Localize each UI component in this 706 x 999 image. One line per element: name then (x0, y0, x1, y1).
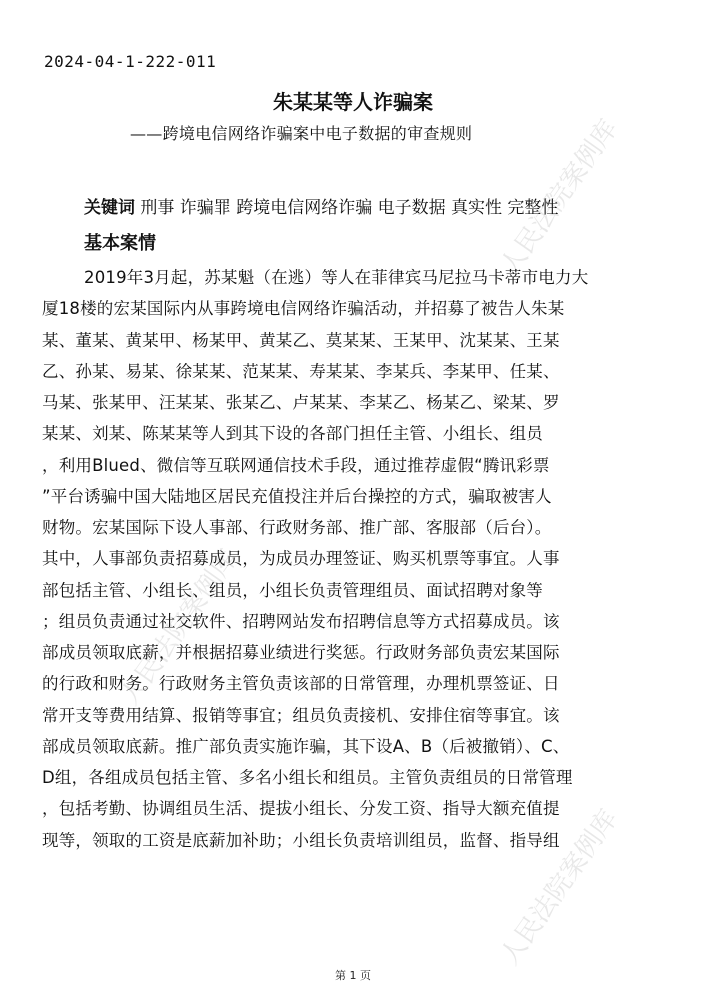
body-line: 乙、孙某、易某、徐某某、范某某、寿某某、李某兵、李某甲、任某、 (42, 361, 560, 381)
case-number: 2024-04-1-222-011 (44, 52, 217, 71)
body-line: D组，各组成员包括主管、多名小组长和组员。主管负责组员的日常管理 (42, 768, 573, 787)
body-line: 部成员领取底薪。推广部负责实施诈骗，其下设A、B（后被撤销）、C、 (42, 736, 570, 756)
body-line: 某、董某、黄某甲、杨某甲、黄某乙、莫某某、王某甲、沈某某、王某 (42, 330, 560, 350)
body-line: 某某、刘某、陈某某等人到其下设的各部门担任主管、小组长、组员 (42, 424, 543, 444)
body-line: 部成员领取底薪，并根据招募业绩进行奖惩。行政财务部负责宏某国际 (42, 643, 560, 662)
page-number: 第 1 页 (335, 969, 371, 982)
keywords-line (84, 193, 558, 218)
keywords-list: 刑事 诈骗罪 跨境电信网络诈骗 电子数据 真实性 完整性 (140, 198, 559, 218)
body-line: 现等，领取的工资是底薪加补助；小组长负责培训组员，监督、指导组 (42, 830, 560, 850)
section-heading: 基本案情 (84, 233, 156, 254)
page-title: 朱某某等人诈骗案 (273, 90, 433, 114)
body-line: 马某、张某甲、汪某某、张某乙、卢某某、李某乙、杨某乙、梁某、罗 (42, 393, 560, 412)
body-line: 常开支等费用结算、报销等事宜；组员负责接机、安排住宿等事宜。该 (42, 705, 560, 725)
body-line: 的行政和财务。行政财务主管负责该部的日常管理，办理机票签证、日 (42, 674, 560, 694)
watermark: 人民法院案例库 (494, 804, 624, 971)
page-subtitle: ——跨境电信网络诈骗案中电子数据的审查规则 (130, 124, 473, 143)
body-line: ，包括考勤、协调组员生活、提拔小组长、分发工资、指导大额充值提 (42, 799, 560, 819)
body-line: 财物。宏某国际下设人事部、行政财务部、推广部、客服部（后台）。 (42, 518, 552, 537)
watermark: 人民法院案例库 (494, 114, 624, 281)
body-line: 其中，人事部负责招募成员，为成员办理签证、购买机票等事宜。人事 (42, 549, 560, 569)
watermark: 人民法院案例库 (114, 544, 244, 711)
keywords-label: 关键词 (84, 198, 135, 218)
body-line: 2019年3月起，苏某魁（在逃）等人在菲律宾马尼拉马卡蒂市电力大 (84, 268, 589, 287)
body-line: 部包括主管、小组长、组员，小组长负责管理组员、面试招聘对象等 (42, 580, 543, 600)
case-body (42, 262, 672, 856)
body-line: 厦18楼的宏某国际内从事跨境电信网络诈骗活动，并招募了被告人朱某 (42, 299, 565, 319)
body-line: ，利用Blued、微信等互联网通信技术手段，通过推荐虚假“腾讯彩票 (42, 455, 550, 475)
body-line: ”平台诱骗中国大陆地区居民充值投注并后台操控的方式，骗取被害人 (42, 486, 552, 506)
body-line: ；组员负责通过社交软件、招聘网站发布招聘信息等方式招募成员。该 (42, 611, 560, 631)
